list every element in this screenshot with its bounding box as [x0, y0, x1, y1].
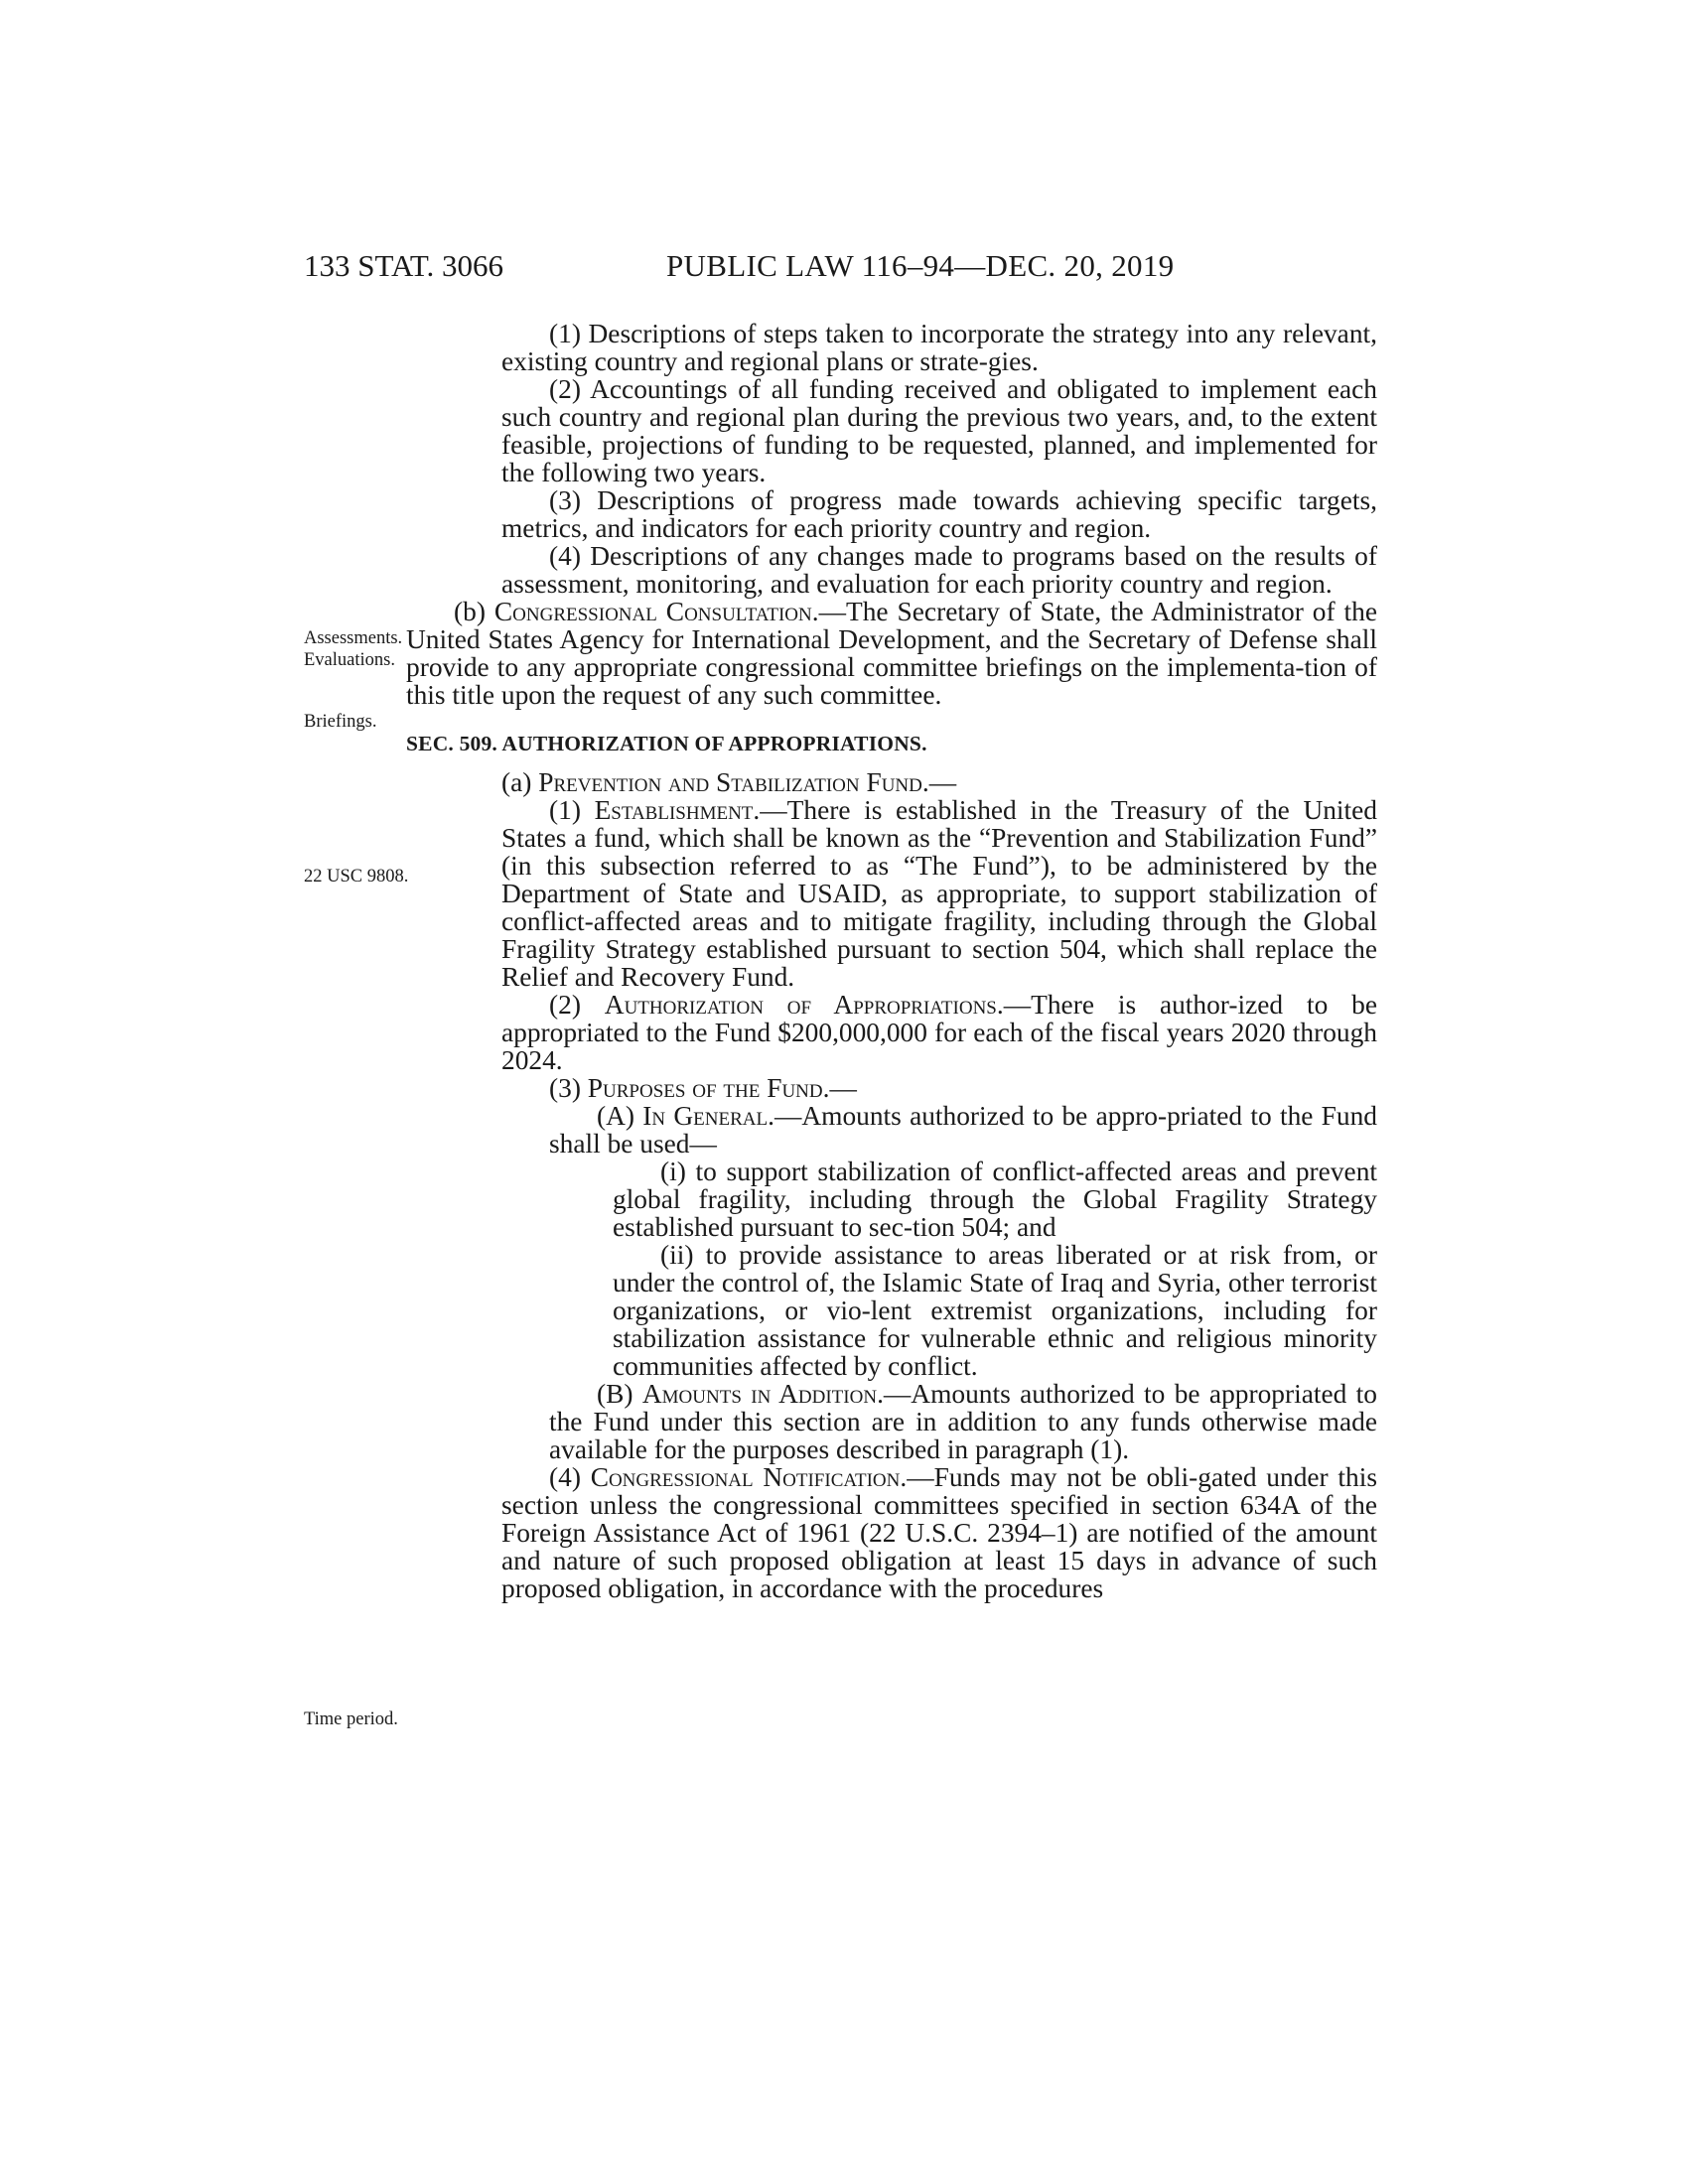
law-title: PUBLIC LAW 116–94—DEC. 20, 2019: [666, 248, 1175, 283]
subsection-b-label: (b): [454, 597, 494, 626]
margin-note-usc: 22 USC 9808.: [304, 867, 409, 887]
margin-note-time-period: Time period.: [304, 1709, 398, 1729]
paragraph-item-2: (2) Accountings of all funding received and obligated to implement each such country and regional plan during the previous two years, and, to the extent feasible, projections of funding to be requested, planned, and implemented for the following two years.: [501, 374, 1377, 487]
a3-heading: Purposes of the Fund: [587, 1073, 823, 1103]
B-heading: Amounts in Addition: [641, 1379, 878, 1409]
subsection-a-heading: Prevention and Stabilization Fund: [538, 767, 922, 797]
margin-note-briefings: Briefings.: [304, 712, 377, 732]
a3-tail: .—: [822, 1073, 857, 1103]
paragraph-clause-ii: (ii) to provide assistance to areas liberated or at risk from, or under the control of, the Islamic State of Iraq and Syria, other terrorist organizations, or vio-lent extremist organizations, including for stabilization assistance for vulnerable ethnic and religious minority communities affected by conflict.: [613, 1240, 1377, 1381]
margin-note-assessments-text: Assessments.: [304, 628, 403, 648]
B-label: (B): [597, 1379, 642, 1409]
a1-text: .—There is established in the Treasury of the United States a fund, which shall be known as the “Prevention and Stabilization Fund” (in this subsection referred to as “The Fund”), to be administered by the Department of State and USAID, as appropriate, to support stabilization of conflict-affected areas and to mitigate fragility, including through the Global Fragility Strategy established pursuant to section 504, which shall replace the Relief and Recovery Fund.: [501, 795, 1377, 992]
a4-text: .—Funds may not be obli-gated under this section unless the congressional committees specified in section 634A of the Foreign Assistance Act of 1961 (22 U.S.C. 2394–1) are notified of the amount and nature of such proposed obligation at least 15 days in advance of such proposed obligation, in accordance with the procedures: [501, 1462, 1377, 1603]
paragraph-item-3: (3) Descriptions of progress made towards achieving specific targets, metrics, and indicators for each priority country and region.: [501, 485, 1377, 543]
paragraph-item-4: (4) Descriptions of any changes made to programs based on the results of assessment, monitoring, and evaluation for each priority country and region.: [501, 541, 1377, 599]
stat-page-number: 133 STAT. 3066: [304, 248, 504, 283]
page-header: [304, 246, 1376, 286]
paragraph-clause-i: (i) to support stabilization of conflict-affected areas and prevent global fragility, including through the Global Fragility Strategy established pursuant to sec-tion 504; and: [613, 1157, 1377, 1242]
paragraph-a1-establishment: [501, 796, 1377, 991]
A-heading: In General: [642, 1101, 769, 1131]
B-text: .—Amounts authorized to be appropriated to the Fund under this section are in addition to any funds otherwise made available for the purposes described in paragraph (1).: [549, 1379, 1377, 1464]
margin-note-evaluations-text: Evaluations.: [304, 650, 395, 670]
a2-text: .—There is author-ized to be appropriated to the Fund $200,000,000 for each of the fiscal years 2020 through 2024.: [501, 990, 1377, 1075]
paragraph-a2-authorization: [501, 991, 1377, 1074]
paragraph-a4-notification: [501, 1463, 1377, 1602]
subsection-b-heading: Congressional Consultation: [493, 597, 812, 626]
paragraph-subsection-b: [406, 598, 1377, 709]
paragraph-a3-purposes: [501, 1074, 1377, 1102]
a4-heading: Congressional Notification: [590, 1462, 901, 1492]
a1-heading: Establishment: [594, 795, 754, 825]
paragraph-item-1: (1) Descriptions of steps taken to incorporate the strategy into any relevant, existing country and regional plans or strate-gies.: [501, 319, 1377, 376]
subsection-a-label: (a): [501, 767, 539, 797]
paragraph-B-amounts-in-addition: [501, 1380, 1377, 1463]
paragraph-A-in-general: [501, 1102, 1377, 1158]
section-509-heading: SEC. 509. AUTHORIZATION OF APPROPRIATIONS.: [406, 732, 927, 755]
paragraph-subsection-a: [454, 768, 1377, 796]
A-label: (A): [597, 1101, 643, 1131]
a2-heading: Authorization of Appropriations: [604, 990, 997, 1020]
a1-label: (1): [549, 795, 595, 825]
a2-label: (2): [549, 990, 605, 1020]
subsection-b-text: .—The Secretary of State, the Administrator of the United States Agency for International Development, and the Secretary of Defense shall provide to any appropriate congressional committee briefings on the implementa-tion of this title upon the request of any such committee.: [406, 597, 1378, 710]
a4-label: (4): [549, 1462, 591, 1492]
main-text: [406, 319, 1378, 1603]
a3-label: (3): [549, 1073, 588, 1103]
subsection-a-tail: .—: [921, 767, 957, 797]
A-text: .—Amounts authorized to be appro-priated to the Fund shall be used—: [549, 1101, 1378, 1159]
